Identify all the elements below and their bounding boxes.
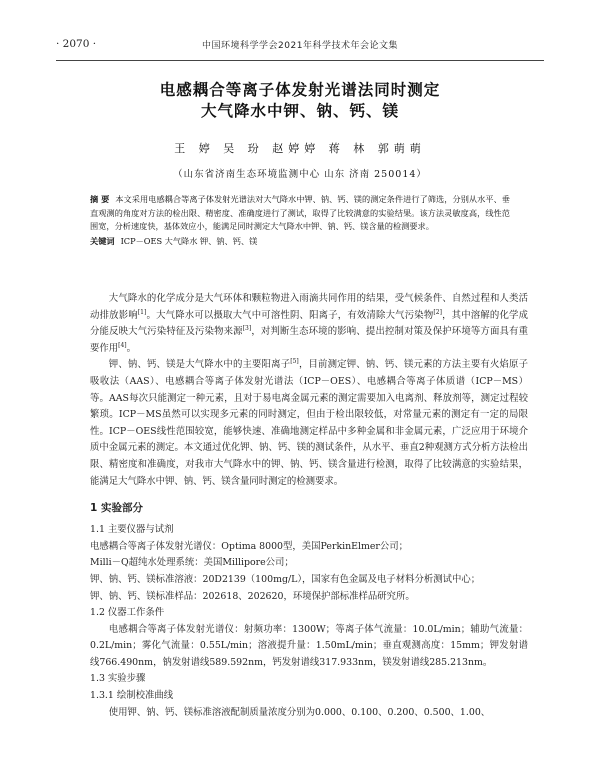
- abstract-label: 摘 要: [90, 194, 110, 204]
- reagent-line: 钾、钠、钙、镁标准溶液：20D2139（100mg/L），国家有色金属及电子材料分析测试中心；: [90, 573, 481, 585]
- running-header: [56, 38, 544, 56]
- header-rule: [56, 60, 544, 61]
- intro-p2-text: 钾、钠、钙、镁是大气降水中的主要阳离子: [108, 359, 291, 371]
- calibration-text: 使用钾、钠、钙、镁标准溶液配制质量浓度分别为0.000、0.100、0.200、0.500、1.00、: [108, 706, 491, 718]
- keywords-text: ICP－OES 大气降水 钾、钠、钙、镁: [120, 235, 258, 246]
- intro-p1-text: ，其中溶解的化学成分能反映大气污染特征及污染物来源: [90, 309, 528, 338]
- reagent-line: 电感耦合等离子体发射光谱仪：Optima 8000型，美国PerkinElmer公司；: [90, 540, 409, 552]
- intro-p1-text: 。大气降水可以摄取大气中可溶性阴、阳离子，有效清除大气污染物: [146, 309, 434, 321]
- subsubsection-heading: 1.3.1 绘制校准曲线: [90, 690, 174, 702]
- intro-paragraph-2: [90, 357, 528, 490]
- intro-p1-text: 大气降水的化学成分是大气环体和颗粒物进入雨滴共同作用的结果，受气候条件、自然过程和人类活动排放影响: [90, 293, 528, 321]
- subsection-heading: 1.1 主要仪器与试剂: [90, 524, 174, 536]
- intro-p1-text: ，对判断生态环境的影响、提出控制对策及保护环境等方面具有重要作用: [90, 326, 528, 354]
- citation: [2]: [433, 308, 442, 316]
- intro-p2-text: ，目前测定钾、钠、钙、镁元素的方法主要有火焰原子吸收法（AAS）、电感耦合等离子体发射光谱法（ICP－OES）、电感耦合等离子体质谱（ICP－MS）等。AAS每次只能测定一种元素，且对于易电离金属元素的测定需要加入电离剂、释放剂等，测定过程较繁琐。ICP－MS虽然可以实现多元素的同时测定，但由于检出限较低，对常量元素的测定有一定的局限性。ICP－OES线性范围较宽，能够快速、准确地测定样品中多种金属和非金属元素，广泛应用于环境介质中金属元素的测定。本文通过优化钾、钠、钙、镁的测试条件，从水平、垂直2种观测方式分析方法检出限、精密度和准确度，对我市大气降水中的钾、钠、钙、镁含量进行检测，取得了比较满意的实验结果，能满足大气降水中钾、钠、钙、镁含量同时测定的检测要求。: [90, 359, 528, 487]
- instrument-conditions: 电感耦合等离子体发射光谱仪：射频功率：1300W；等离子体气流量：10.0L/min；辅助气流量：0.2L/min；雾化气流量：0.55L/min；溶液提升量：1.50mL/min；垂直观测高度：15mm；钾发射谱线766.490nm，钠发射谱线589.592nm，钙发射谱线317.933nm，镁发射谱线285.213nm。: [90, 623, 528, 668]
- section-heading: 1 实验部分: [90, 502, 143, 515]
- authors: 王 婷 吴 玢 赵婷婷 蒋 林 郭萌萌: [174, 142, 426, 155]
- subsection-heading: 1.3 实验步骤: [90, 673, 146, 685]
- title-line-2: 大气降水中钾、钠、钙、镁: [200, 102, 399, 120]
- reagent-line: Milli－Q超纯水处理系统：美国Millipore公司；: [90, 557, 294, 569]
- keywords-label: 关键词: [90, 235, 115, 246]
- citation: [1]: [137, 308, 147, 316]
- citation: [5]: [290, 358, 299, 366]
- affiliation: （山东省济南生态环境监测中心 山东 济南 250014）: [173, 169, 427, 180]
- subsection-heading: 1.2 仪器工作条件: [90, 607, 165, 619]
- reagent-line: 钾、钠、钙、镁标准样品：202618、202620，环境保护部标准样品研究所。: [90, 590, 415, 602]
- intro-paragraph-1: [90, 291, 528, 357]
- title-line-1: 电感耦合等离子体发射光谱法同时测定: [159, 81, 441, 99]
- abstract: [90, 193, 510, 248]
- page-number: · 2070 ·: [56, 38, 97, 50]
- citation: [4]: [118, 341, 127, 349]
- keywords: [90, 235, 510, 249]
- citation: [3]: [242, 325, 252, 333]
- body-text: [90, 291, 528, 721]
- abstract-text: 本文采用电感耦合等离子体发射光谱法对大气降水中钾、钠、钙、镁的测定条件进行了筛选，分别从水平、垂直观测的角度对方法的检出限、精密度、准确度进行了测试，取得了比较满意的实验结果。该方法灵敏度高，线性范围宽，分析速度快，基体效应小，能满足同时测定大气降水中钾、钠、钙、镁含量的检测要求。: [90, 194, 510, 232]
- intro-p1-text: 。: [126, 342, 137, 354]
- running-title: 中国环境科学学会2021年科学技术年会论文集: [202, 41, 398, 51]
- paper-title: [56, 80, 544, 122]
